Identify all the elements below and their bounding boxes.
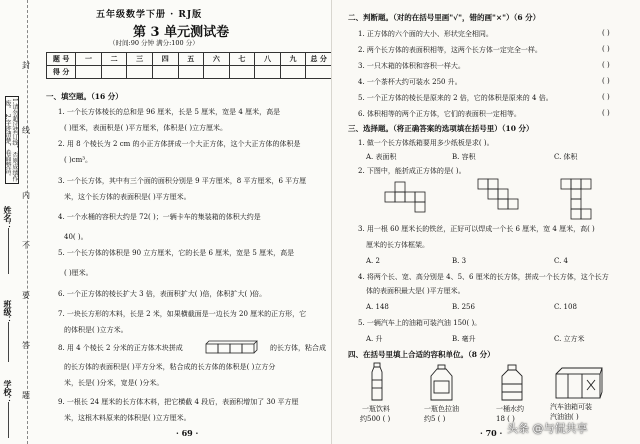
choice-option[interactable]: C. 立方米 (554, 335, 585, 343)
container-blank[interactable]: 汽油油( ) (550, 413, 579, 421)
question-line: 40( )。 (64, 233, 88, 241)
seal-word: 内 (22, 191, 30, 200)
table-cell: 八 (255, 53, 281, 66)
section-title-units: 四、在括号里填上合适的容积单位。（8 分） (348, 350, 495, 359)
question-line: 9. 一根长 24 厘米的长方体木料，把它横截 4 段后，表面积增加了 30 平方厘 (58, 398, 299, 406)
seal-word: 线 (22, 126, 30, 135)
cube-net-figure-b[interactable] (477, 178, 527, 222)
field-name-label: 姓名： (3, 206, 13, 230)
table-cell: 一 (76, 53, 102, 66)
field-class-line[interactable] (8, 322, 9, 362)
container-label: 汽车油箱可装 (550, 403, 592, 411)
field-name-line[interactable] (8, 228, 9, 274)
answer-paren[interactable]: ( ) (602, 29, 610, 37)
seal-word: 要 (22, 291, 30, 300)
score-cell[interactable] (255, 66, 281, 79)
choice-option[interactable]: C. 108 (554, 303, 577, 311)
choice-option[interactable]: A. 表面积 (366, 153, 397, 161)
watermark-text: 头条 @与侃共享 (507, 422, 588, 435)
score-table-score-row (47, 66, 332, 79)
question-line: 米，这根木料原来的体积是( )立方厘米。 (64, 414, 191, 422)
table-cell: 二 (101, 53, 127, 66)
score-cell[interactable] (127, 66, 153, 79)
choice-question: 2. 下图中，能折成正方体的是( )。 (358, 167, 466, 175)
choice-option[interactable]: A. 148 (366, 303, 389, 311)
table-cell: 三 (127, 53, 153, 66)
judge-item: 2. 两个长方体的表面积相等，这两个长方体一定完全一样。 (358, 46, 542, 54)
choice-option[interactable]: B. 3 (452, 257, 467, 265)
cube-net-figure-c[interactable] (560, 178, 606, 222)
book-header: 五年级数学下册 · RJ版 (96, 10, 203, 20)
question-line: 米，长是( )分米，宽是( )分米。 (64, 379, 164, 387)
answer-paren[interactable]: ( ) (602, 93, 610, 101)
score-cell[interactable] (178, 66, 204, 79)
question-line: 1. 一个长方体棱长的总和是 96 厘米，长是 5 厘米，宽是 4 厘米，高是 (58, 108, 281, 116)
choice-option[interactable]: B. 容积 (452, 153, 476, 161)
answer-paren[interactable]: ( ) (602, 77, 610, 85)
score-cell[interactable] (76, 66, 102, 79)
field-class-label: 班级： (3, 300, 13, 324)
container-blank[interactable]: 18 ( ) (496, 415, 515, 423)
choice-question: 5. 一辆汽车上的油箱可装汽油 150( )。 (358, 319, 482, 327)
fuel-tank-icon (554, 366, 604, 400)
choice-question: 1. 做一个长方体纸箱要用多少纸板是求( )。 (358, 139, 494, 147)
seal-word: 封 (22, 61, 30, 70)
choice-question-cont: 厘米的长方体框架。 (366, 241, 429, 249)
page-title: 第 3 单元测试卷 (133, 25, 230, 40)
score-cell[interactable] (306, 66, 332, 79)
judge-item: 5. 一个正方体的棱长是原来的 2 倍，它的体积是原来的 4 倍。 (358, 94, 553, 102)
field-school-label: 学校： (3, 380, 13, 404)
choice-option[interactable]: A. 2 (366, 257, 380, 265)
question-line: 的长方体的表面积是( )平方分米，粘合成的长方体的体积是( )立方分 (64, 363, 276, 371)
container-label: 一桶水约 (496, 405, 524, 413)
drink-bottle-icon (366, 362, 388, 402)
table-cell: 五 (178, 53, 204, 66)
question-line: 2. 用 8 个棱长为 2 cm 的小正方体拼成一个大正方体，这个大正方体的体积是 (58, 140, 301, 148)
choice-option[interactable]: B. 256 (452, 303, 475, 311)
section-title-judge: 二、判断题。（对的在括号里画"√"，错的画"×"）（6 分） (348, 13, 541, 22)
question-line: 7. 一块长方形的木料，长是 2 米，如果横截面是一边长为 20 厘米的正方形，它 (58, 310, 307, 318)
choice-option[interactable]: A. 升 (366, 335, 383, 343)
choice-option[interactable]: C. 4 (554, 257, 569, 265)
choice-option[interactable]: B. 毫升 (452, 335, 476, 343)
judge-item: 4. 一个茶杯大约可装水 250 升。 (358, 78, 462, 86)
score-cell[interactable] (204, 66, 230, 79)
seal-word: 题 (22, 391, 30, 400)
answer-paren[interactable]: ( ) (602, 109, 610, 117)
answer-paren[interactable]: ( ) (602, 61, 610, 69)
judge-item: 3. 一只木箱的体积和容积一样大。 (358, 62, 465, 70)
field-school-line[interactable] (8, 402, 9, 438)
page-number: · 70 · (480, 428, 503, 438)
table-cell: 得 分 (47, 66, 76, 79)
binding-margin (0, 0, 42, 444)
choice-question-cont: 体的表面积最大是( )平方厘米。 (366, 287, 465, 295)
table-cell: 七 (229, 53, 255, 66)
judge-item: 6. 体积相等的两个正方体，它们的表面积一定相等。 (358, 110, 521, 118)
table-cell: 四 (152, 53, 178, 66)
choice-question: 4. 将两个长、宽、高分别是 4、5、6 厘米的长方体，拼成一个长方体，这个长方 (358, 273, 609, 281)
cube-net-figure-a[interactable] (384, 180, 444, 214)
page-number: · 69 · (176, 428, 199, 438)
score-table (46, 52, 332, 79)
seal-word: 不 (22, 241, 30, 250)
question-line: ( )厘米，表面积是( )平方厘米，体积是( )立方厘米。 (64, 124, 228, 132)
table-cell: 题 号 (47, 53, 76, 66)
choice-option[interactable]: C. 体积 (554, 153, 578, 161)
table-cell: 九 (280, 53, 306, 66)
score-cell[interactable] (280, 66, 306, 79)
question-line: 4. 一个水桶的容积大约是 72( )；一辆卡车的集装箱的体积大约是 (58, 213, 261, 221)
water-jug-icon (498, 364, 526, 402)
binding-notice: 1.请勿超过装订线，否则成绩作废。 2.字迹清楚，卷面整洁。 (5, 96, 19, 184)
table-cell: 总 分 (306, 53, 332, 66)
container-blank[interactable]: 约500 ( ) (360, 415, 391, 423)
question-line: ( )cm³。 (64, 156, 93, 164)
question-line: 8. 用 4 个棱长 2 分米的正方体木块拼成 (58, 344, 183, 352)
cubes-row-figure (205, 340, 267, 354)
section-title-fill-in: 一、填空题。（16 分） (46, 92, 123, 101)
judge-item: 1. 正方体的六个面的大小、形状完全相同。 (358, 30, 493, 38)
container-label: 一瓶饮料 (362, 405, 390, 413)
table-cell: 六 (204, 53, 230, 66)
score-cell[interactable] (152, 66, 178, 79)
answer-paren[interactable]: ( ) (602, 45, 610, 53)
question-line: 6. 一个正方体的棱长扩大 3 倍，表面积扩大( )倍，体积扩大( )倍。 (58, 290, 267, 298)
right-page (332, 0, 640, 444)
container-label: 一瓶色拉油 (424, 405, 459, 413)
time-score-line: （时间:90 分钟 满分:100 分） (109, 39, 199, 47)
question-line: 的体积是( )立方米。 (64, 326, 128, 334)
question-line: 的长方体，粘合成 (270, 344, 326, 352)
score-table-header-row (47, 53, 332, 66)
oil-bottle-icon (428, 364, 456, 402)
question-line: 5. 一个长方体的体积是 90 立方厘米，它的长是 6 厘米，宽是 5 厘米，高是 (58, 249, 295, 257)
question-line: 米，这个长方体的表面积是( )平方厘米。 (64, 193, 191, 201)
section-title-choice: 三、选择题。（将正确答案的选项填在括号里）（10 分） (348, 124, 534, 133)
question-line: ( )厘米。 (64, 269, 93, 277)
score-cell[interactable] (101, 66, 127, 79)
score-cell[interactable] (229, 66, 255, 79)
choice-question: 3. 用一根 60 厘米长的铁丝，正好可以焊成一个长 6 厘米，宽 4 厘米，高( ) (358, 225, 595, 233)
seal-word: 答 (22, 341, 30, 350)
question-line: 3. 一个长方体，其中有三个面的面积分别是 9 平方厘米，8 平方厘米，6 平方厘 (58, 177, 307, 185)
container-blank[interactable]: 约5 ( ) (424, 415, 446, 423)
